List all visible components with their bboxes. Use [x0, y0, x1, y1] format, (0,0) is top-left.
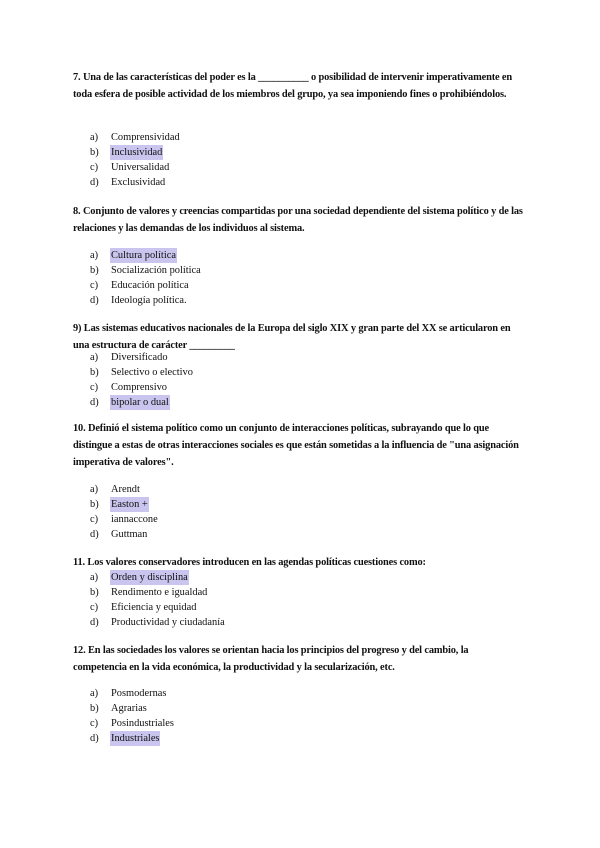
option-letter: d): [90, 617, 99, 628]
option-letter: b): [90, 499, 99, 510]
option-10d[interactable]: [90, 527, 159, 542]
option-letter: d): [90, 733, 99, 744]
question-11-text: 11. Los valores conservadores introducen en las agendas políticas cuestiones como:: [73, 557, 426, 568]
option-text: Selectivo o electivo: [111, 367, 193, 378]
option-letter: c): [90, 382, 99, 393]
option-7c[interactable]: [90, 160, 181, 175]
option-12c[interactable]: [90, 716, 175, 731]
option-text: Rendimento e igualdad: [111, 587, 208, 598]
option-letter: d): [90, 529, 99, 540]
option-12b[interactable]: [90, 701, 175, 716]
option-10a[interactable]: [90, 482, 159, 497]
option-7d[interactable]: [90, 175, 181, 190]
option-letter: c): [90, 602, 99, 613]
option-9c[interactable]: [90, 380, 194, 395]
question-7-text: 7. Una de las características del poder es la __________ o posibilidad de intervenir imperativamente en toda esfera de posible actividad de los miembros del grupo, ya sea imponiendo fines o prohibiéndolos.: [73, 72, 513, 100]
option-letter: a): [90, 572, 99, 583]
option-text: Diversificado: [111, 352, 168, 363]
option-text: Industriales: [111, 733, 160, 744]
option-text: Exclusividad: [111, 177, 166, 188]
option-letter: a): [90, 688, 99, 699]
option-letter: a): [90, 250, 99, 261]
question-7-options: [90, 130, 181, 190]
option-8c[interactable]: [90, 278, 202, 293]
option-text: Posindustriales: [111, 718, 174, 729]
question-8-text: 8. Conjunto de valores y creencias compartidas por una sociedad dependiente del sistema político y de las relaciones y las demandas de los individuos al sistema.: [73, 206, 523, 234]
option-text: Guttman: [111, 529, 148, 540]
question-9-options: [90, 350, 194, 410]
question-10-options: [90, 482, 159, 542]
option-8a-highlighted[interactable]: [90, 248, 202, 263]
option-11c[interactable]: [90, 600, 226, 615]
option-12d-highlighted[interactable]: [90, 731, 175, 746]
option-11a-highlighted[interactable]: [90, 570, 226, 585]
option-text: Inclusividad: [111, 147, 163, 158]
option-letter: d): [90, 295, 99, 306]
option-text: Productividad y ciudadanía: [111, 617, 225, 628]
option-text: Comprensividad: [111, 132, 180, 143]
option-text: Educación política: [111, 280, 189, 291]
option-letter: b): [90, 703, 99, 714]
question-8-options: [90, 248, 202, 308]
option-11d[interactable]: [90, 615, 226, 630]
option-letter: c): [90, 514, 99, 525]
option-letter: a): [90, 352, 99, 363]
option-letter: b): [90, 367, 99, 378]
option-12a[interactable]: [90, 686, 175, 701]
option-11b[interactable]: [90, 585, 226, 600]
option-9b[interactable]: [90, 365, 194, 380]
option-9a[interactable]: [90, 350, 194, 365]
option-7b-highlighted[interactable]: [90, 145, 181, 160]
option-text: Agrarias: [111, 703, 147, 714]
option-letter: a): [90, 484, 99, 495]
option-10b-highlighted[interactable]: [90, 497, 159, 512]
option-letter: b): [90, 265, 99, 276]
option-letter: c): [90, 162, 99, 173]
option-8b[interactable]: [90, 263, 202, 278]
question-10-text: 10. Definió el sistema político como un conjunto de interacciones políticas, subrayando que lo que distingue a estas de otras interacciones sociales es que están sometidas a la influencia de "una asignación imperativa de valores".: [73, 423, 519, 468]
option-text: iannaccone: [111, 514, 158, 525]
option-letter: c): [90, 280, 99, 291]
question-12-options: [90, 686, 175, 746]
option-letter: b): [90, 587, 99, 598]
question-12-text: 12. En las sociedades los valores se orientan hacia los principios del progreso y del cambio, la competencia en la vida económica, la productividad y la secularización, etc.: [73, 645, 469, 673]
option-letter: d): [90, 177, 99, 188]
option-text: Eficiencia y equidad: [111, 602, 197, 613]
question-9-text: 9) Las sistemas educativos nacionales de la Europa del siglo XIX y gran parte del XX se articularon en una estructura de carácter _________: [73, 323, 511, 351]
option-9d-highlighted[interactable]: [90, 395, 194, 410]
option-text: Orden y disciplina: [111, 572, 188, 583]
option-8d[interactable]: [90, 293, 202, 308]
question-11-options: [90, 570, 226, 630]
option-text: Comprensivo: [111, 382, 167, 393]
option-text: bipolar o dual: [111, 397, 169, 408]
option-letter: d): [90, 397, 99, 408]
option-letter: a): [90, 132, 99, 143]
option-text: Cultura política: [111, 250, 176, 261]
option-letter: b): [90, 147, 99, 158]
option-text: Ideología política.: [111, 295, 187, 306]
option-text: Easton +: [111, 499, 148, 510]
option-text: Posmodernas: [111, 688, 167, 699]
option-text: Arendt: [111, 484, 140, 495]
option-letter: c): [90, 718, 99, 729]
option-text: Universalidad: [111, 162, 170, 173]
option-10c[interactable]: [90, 512, 159, 527]
option-7a[interactable]: [90, 130, 181, 145]
option-text: Socialización política: [111, 265, 201, 276]
